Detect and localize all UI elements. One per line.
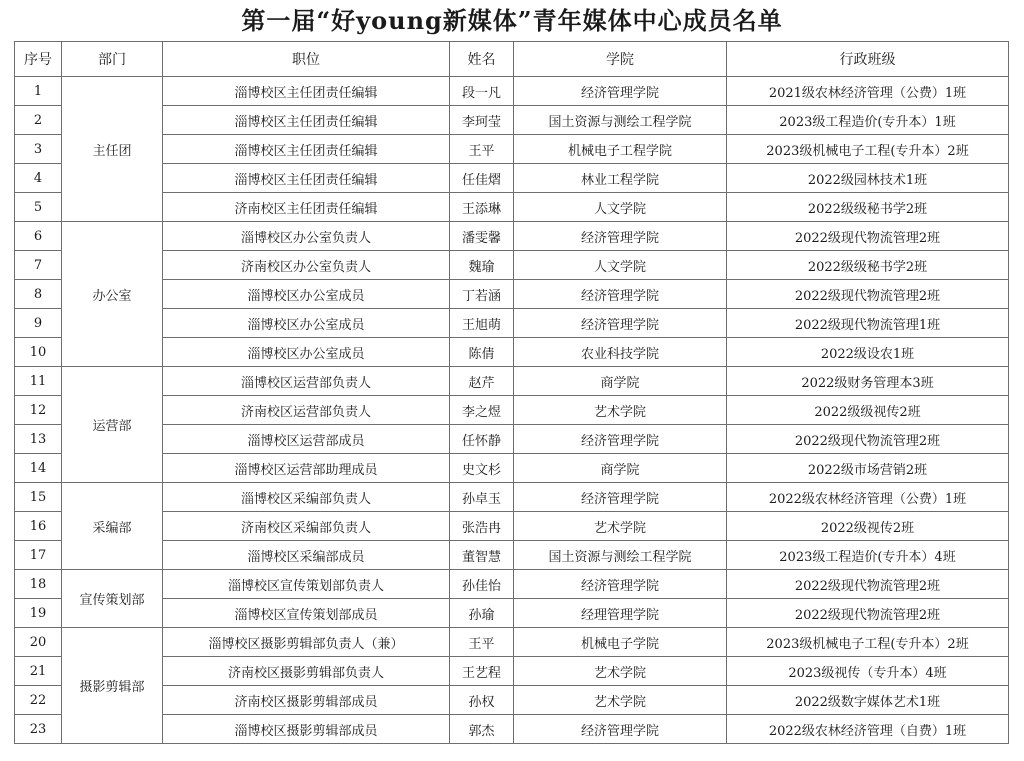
row-index: 23 — [15, 715, 62, 744]
table-row — [15, 715, 1009, 744]
college-cell: 经济管理学院 — [514, 222, 727, 251]
class-cell: 2022级园林技术1班 — [727, 164, 1009, 193]
college-cell: 人文学院 — [514, 251, 727, 280]
row-index: 5 — [15, 193, 62, 222]
class-cell: 2022级级秘书学2班 — [727, 251, 1009, 280]
table-row — [15, 309, 1009, 338]
class-cell: 2023级视传（专升本）4班 — [727, 657, 1009, 686]
class-cell: 2022级市场营销2班 — [727, 454, 1009, 483]
table-row — [15, 570, 1009, 599]
college-cell: 艺术学院 — [514, 686, 727, 715]
class-cell: 2022级现代物流管理2班 — [727, 425, 1009, 454]
department-cell: 摄影剪辑部 — [62, 628, 163, 744]
table-row — [15, 164, 1009, 193]
position-cell: 济南校区摄影剪辑部成员 — [163, 686, 450, 715]
department-cell: 办公室 — [62, 222, 163, 367]
name-cell: 孙佳怡 — [450, 570, 514, 599]
table-row — [15, 599, 1009, 628]
department-cell: 运营部 — [62, 367, 163, 483]
college-cell: 林业工程学院 — [514, 164, 727, 193]
class-cell: 2023级工程造价(专升本）4班 — [727, 541, 1009, 570]
name-cell: 董智慧 — [450, 541, 514, 570]
table-row — [15, 628, 1009, 657]
position-cell: 淄博校区运营部助理成员 — [163, 454, 450, 483]
row-index: 17 — [15, 541, 62, 570]
class-cell: 2021级农林经济管理（公费）1班 — [727, 77, 1009, 106]
name-cell: 任怀静 — [450, 425, 514, 454]
name-cell: 李之煜 — [450, 396, 514, 425]
table-row — [15, 280, 1009, 309]
table-row — [15, 541, 1009, 570]
name-cell: 孙卓玉 — [450, 483, 514, 512]
name-cell: 张浩冉 — [450, 512, 514, 541]
department-cell: 主任团 — [62, 77, 163, 222]
class-cell: 2022级农林经济管理（公费）1班 — [727, 483, 1009, 512]
college-cell: 国土资源与测绘工程学院 — [514, 541, 727, 570]
college-cell: 艺术学院 — [514, 396, 727, 425]
table-row — [15, 251, 1009, 280]
row-index: 13 — [15, 425, 62, 454]
class-cell: 2023级机械电子工程(专升本）2班 — [727, 628, 1009, 657]
name-cell: 任佳熠 — [450, 164, 514, 193]
header-row — [15, 42, 1009, 77]
row-index: 20 — [15, 628, 62, 657]
header-name: 姓名 — [450, 42, 514, 77]
header-class: 行政班级 — [727, 42, 1009, 77]
name-cell: 魏瑜 — [450, 251, 514, 280]
college-cell: 艺术学院 — [514, 512, 727, 541]
position-cell: 淄博校区运营部负责人 — [163, 367, 450, 396]
department-cell: 宣传策划部 — [62, 570, 163, 628]
position-cell: 济南校区办公室负责人 — [163, 251, 450, 280]
row-index: 9 — [15, 309, 62, 338]
position-cell: 淄博校区摄影剪辑部成员 — [163, 715, 450, 744]
college-cell: 国土资源与测绘工程学院 — [514, 106, 727, 135]
position-cell: 淄博校区摄影剪辑部负责人（兼） — [163, 628, 450, 657]
table-row — [15, 106, 1009, 135]
table-row — [15, 425, 1009, 454]
class-cell: 2022级视传2班 — [727, 512, 1009, 541]
name-cell: 丁若涵 — [450, 280, 514, 309]
row-index: 18 — [15, 570, 62, 599]
position-cell: 淄博校区主任团责任编辑 — [163, 77, 450, 106]
header-college: 学院 — [514, 42, 727, 77]
class-cell: 2022级级视传2班 — [727, 396, 1009, 425]
college-cell: 农业科技学院 — [514, 338, 727, 367]
class-cell: 2022级现代物流管理2班 — [727, 570, 1009, 599]
position-cell: 淄博校区运营部成员 — [163, 425, 450, 454]
name-cell: 郭杰 — [450, 715, 514, 744]
college-cell: 人文学院 — [514, 193, 727, 222]
college-cell: 经济管理学院 — [514, 77, 727, 106]
name-cell: 王旭萌 — [450, 309, 514, 338]
header-index: 序号 — [15, 42, 62, 77]
class-cell: 2023级机械电子工程(专升本）2班 — [727, 135, 1009, 164]
row-index: 7 — [15, 251, 62, 280]
position-cell: 淄博校区办公室成员 — [163, 338, 450, 367]
table-row — [15, 222, 1009, 251]
row-index: 1 — [15, 77, 62, 106]
position-cell: 淄博校区宣传策划部负责人 — [163, 570, 450, 599]
college-cell: 经济管理学院 — [514, 715, 727, 744]
college-cell: 经济管理学院 — [514, 309, 727, 338]
position-cell: 济南校区运营部负责人 — [163, 396, 450, 425]
name-cell: 孙权 — [450, 686, 514, 715]
table-row — [15, 657, 1009, 686]
class-cell: 2022级数字媒体艺术1班 — [727, 686, 1009, 715]
name-cell: 王艺程 — [450, 657, 514, 686]
class-cell: 2023级工程造价(专升本）1班 — [727, 106, 1009, 135]
class-cell: 2022级现代物流管理1班 — [727, 309, 1009, 338]
table-row — [15, 77, 1009, 106]
table-row — [15, 512, 1009, 541]
college-cell: 经济管理学院 — [514, 280, 727, 309]
row-index: 15 — [15, 483, 62, 512]
name-cell: 陈倩 — [450, 338, 514, 367]
position-cell: 淄博校区办公室负责人 — [163, 222, 450, 251]
table-row — [15, 193, 1009, 222]
row-index: 12 — [15, 396, 62, 425]
row-index: 16 — [15, 512, 62, 541]
college-cell: 商学院 — [514, 367, 727, 396]
class-cell: 2022级设农1班 — [727, 338, 1009, 367]
position-cell: 淄博校区采编部成员 — [163, 541, 450, 570]
name-cell: 王添琳 — [450, 193, 514, 222]
row-index: 22 — [15, 686, 62, 715]
header-department: 部门 — [62, 42, 163, 77]
college-cell: 机械电子工程学院 — [514, 135, 727, 164]
name-cell: 段一凡 — [450, 77, 514, 106]
class-cell: 2022级级秘书学2班 — [727, 193, 1009, 222]
table-row — [15, 483, 1009, 512]
table-row — [15, 367, 1009, 396]
position-cell: 淄博校区办公室成员 — [163, 280, 450, 309]
college-cell: 经济管理学院 — [514, 570, 727, 599]
header-position: 职位 — [163, 42, 450, 77]
row-index: 10 — [15, 338, 62, 367]
position-cell: 淄博校区办公室成员 — [163, 309, 450, 338]
college-cell: 经济管理学院 — [514, 483, 727, 512]
class-cell: 2022级现代物流管理2班 — [727, 599, 1009, 628]
row-index: 14 — [15, 454, 62, 483]
name-cell: 赵芹 — [450, 367, 514, 396]
position-cell: 淄博校区宣传策划部成员 — [163, 599, 450, 628]
row-index: 19 — [15, 599, 62, 628]
name-cell: 史文杉 — [450, 454, 514, 483]
roster-body — [15, 77, 1009, 744]
class-cell: 2022级现代物流管理2班 — [727, 222, 1009, 251]
table-row — [15, 338, 1009, 367]
name-cell: 李珂莹 — [450, 106, 514, 135]
class-cell: 2022级农林经济管理（自费）1班 — [727, 715, 1009, 744]
row-index: 4 — [15, 164, 62, 193]
college-cell: 经理管理学院 — [514, 599, 727, 628]
position-cell: 淄博校区主任团责任编辑 — [163, 135, 450, 164]
position-cell: 济南校区摄影剪辑部负责人 — [163, 657, 450, 686]
name-cell: 潘雯馨 — [450, 222, 514, 251]
row-index: 3 — [15, 135, 62, 164]
position-cell: 淄博校区主任团责任编辑 — [163, 106, 450, 135]
college-cell: 机械电子学院 — [514, 628, 727, 657]
member-roster-table — [14, 41, 1009, 744]
class-cell: 2022级现代物流管理2班 — [727, 280, 1009, 309]
table-row — [15, 686, 1009, 715]
table-row — [15, 396, 1009, 425]
table-row — [15, 454, 1009, 483]
class-cell: 2022级财务管理本3班 — [727, 367, 1009, 396]
position-cell: 淄博校区主任团责任编辑 — [163, 164, 450, 193]
college-cell: 经济管理学院 — [514, 425, 727, 454]
row-index: 2 — [15, 106, 62, 135]
college-cell: 艺术学院 — [514, 657, 727, 686]
name-cell: 王平 — [450, 135, 514, 164]
position-cell: 淄博校区采编部负责人 — [163, 483, 450, 512]
row-index: 6 — [15, 222, 62, 251]
name-cell: 王平 — [450, 628, 514, 657]
row-index: 8 — [15, 280, 62, 309]
row-index: 21 — [15, 657, 62, 686]
position-cell: 济南校区采编部负责人 — [163, 512, 450, 541]
position-cell: 济南校区主任团责任编辑 — [163, 193, 450, 222]
document-title: 第一届“好young新媒体”青年媒体中心成员名单 — [241, 6, 783, 35]
college-cell: 商学院 — [514, 454, 727, 483]
table-row — [15, 135, 1009, 164]
department-cell: 采编部 — [62, 483, 163, 570]
row-index: 11 — [15, 367, 62, 396]
name-cell: 孙瑜 — [450, 599, 514, 628]
